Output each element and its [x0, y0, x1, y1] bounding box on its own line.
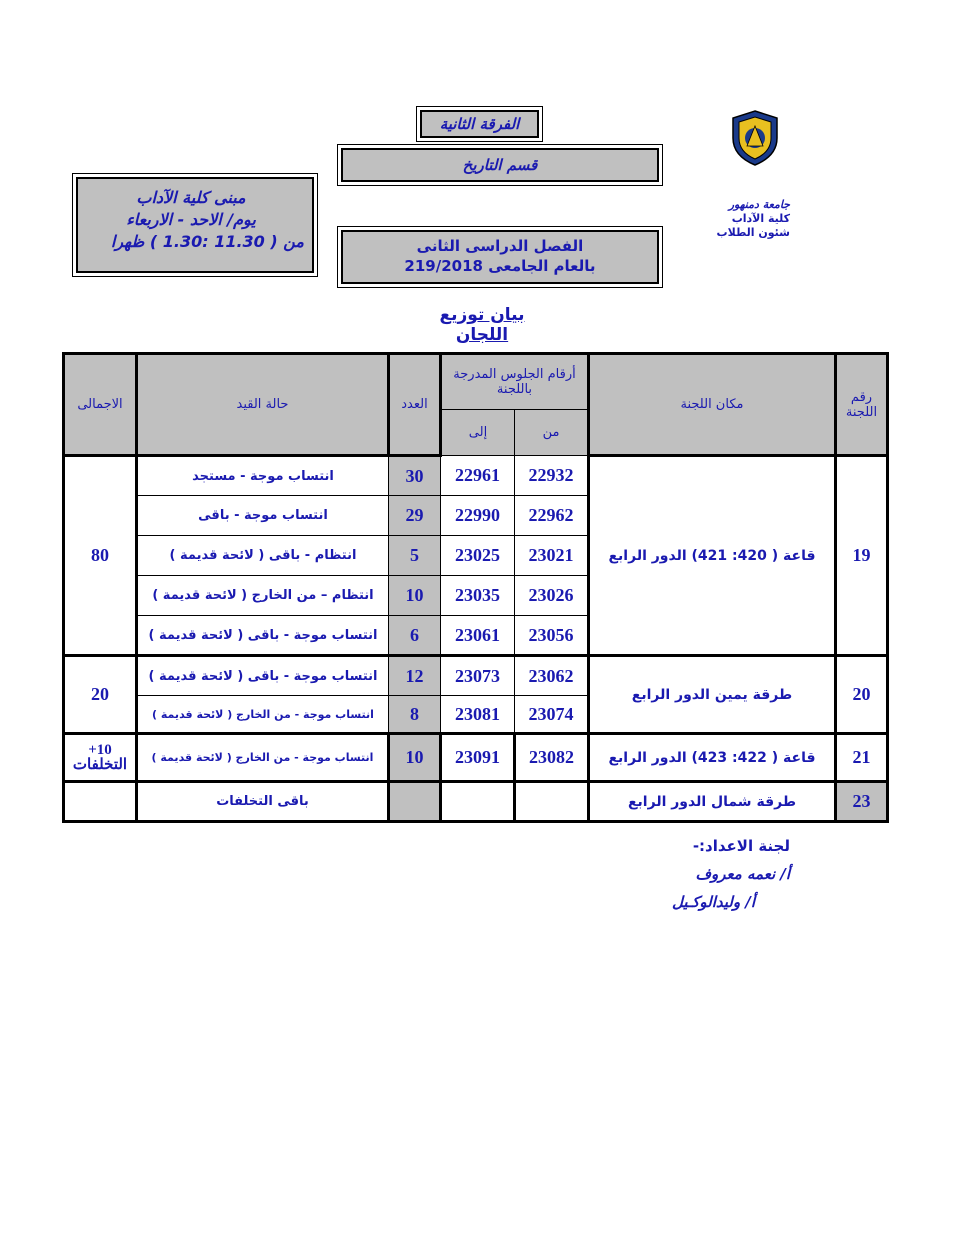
member-1: أ/ نعمه معروف [695, 865, 790, 883]
enrollment-status: انتظام – من الخارج ( لائحة قديمة ) [137, 576, 389, 616]
enrollment-status: انتساب موجة - باقى [137, 496, 389, 536]
faculty-name: كلية الآداب [731, 212, 790, 225]
group-total: 80 [64, 456, 137, 656]
committee-number: 23 [836, 782, 888, 822]
enrollment-status: انتساب موجة - مستجد [137, 456, 389, 496]
header-count: العدد [389, 354, 441, 456]
level-box [420, 110, 539, 138]
seat-to: 23073 [441, 656, 515, 696]
committee-number: 20 [836, 656, 888, 734]
department-box [341, 148, 659, 182]
seat-from: 23074 [515, 696, 589, 734]
enrollment-status: انتساب موجة - باقى ( لائحة قديمة ) [137, 616, 389, 656]
enrollment-status: انتساب موجة - من الخارج ( لائحة قديمة ) [137, 696, 389, 734]
office-name: شئون الطلاب [716, 226, 790, 239]
student-count [389, 782, 441, 822]
seat-from: 23026 [515, 576, 589, 616]
department-text: قسم التاريخ [462, 156, 538, 174]
page-title: بيان توزيع اللجان [439, 305, 525, 345]
header-total: الاجمالى [64, 354, 137, 456]
group-total [64, 782, 137, 822]
seat-to: 23035 [441, 576, 515, 616]
table-row [64, 734, 888, 782]
university-logo-icon [725, 108, 785, 168]
header-seats: أرقام الجلوس المدرجة باللجنة [441, 354, 589, 410]
student-count: 10 [389, 734, 441, 782]
committee-place: طرقة يمين الدور الرابع [589, 656, 836, 734]
seat-from: 23062 [515, 656, 589, 696]
days-text: يوم/ الاحد - الاربعاء [126, 210, 256, 229]
seat-from [515, 782, 589, 822]
seat-to [441, 782, 515, 822]
student-count: 29 [389, 496, 441, 536]
level-text: الفرقة الثانية [439, 115, 520, 133]
header-to: إلى [441, 410, 515, 456]
table-row [64, 456, 888, 496]
group-total: 10+ التخلفات [64, 734, 137, 782]
seat-to: 23091 [441, 734, 515, 782]
preparation-label: لجنة الاعداد:- [692, 837, 790, 855]
seat-to: 22990 [441, 496, 515, 536]
student-count: 6 [389, 616, 441, 656]
header-from: من [515, 410, 589, 456]
schedule-box [76, 177, 314, 273]
enrollment-status: انتساب موجة - من الخارج ( لائحة قديمة ) [137, 734, 389, 782]
enrollment-status: انتساب موجة - باقى ( لائحة قديمة ) [137, 656, 389, 696]
committee-place: طرقة شمال الدور الرابع [589, 782, 836, 822]
student-count: 30 [389, 456, 441, 496]
student-count: 8 [389, 696, 441, 734]
member-2: أ/ وليدالوكـيل [672, 893, 755, 911]
building-text: مبنى كلية الآداب [136, 188, 246, 207]
committee-place: قاعة ( 422: 423) الدور الرابع [589, 734, 836, 782]
term-box [341, 230, 659, 284]
seat-to: 22961 [441, 456, 515, 496]
seat-from: 22932 [515, 456, 589, 496]
header-status: حالة القيد [137, 354, 389, 456]
enrollment-status: باقى التخلفات [137, 782, 389, 822]
university-info [700, 198, 790, 240]
preparation-committee [640, 832, 790, 916]
seat-from: 23056 [515, 616, 589, 656]
seat-to: 23025 [441, 536, 515, 576]
term-line2: بالعام الجامعى 219/2018 [404, 257, 596, 275]
header-committee-no: رقم اللجنة [836, 354, 888, 456]
seat-to: 23061 [441, 616, 515, 656]
committee-number: 21 [836, 734, 888, 782]
committee-number: 19 [836, 456, 888, 656]
time-text: من ( 11.30 :1.30 ) ظهرا [110, 232, 304, 251]
university-name: جامعة دمنهور [728, 198, 790, 211]
seat-from: 22962 [515, 496, 589, 536]
student-count: 12 [389, 656, 441, 696]
table-row [64, 656, 888, 696]
group-total: 20 [64, 656, 137, 734]
table-row [64, 782, 888, 822]
header-place: مكان اللجنة [589, 354, 836, 456]
seat-to: 23081 [441, 696, 515, 734]
student-count: 5 [389, 536, 441, 576]
enrollment-status: انتظام - باقى ( لائحة قديمة ) [137, 536, 389, 576]
committee-place: قاعة ( 420: 421) الدور الرابع [589, 456, 836, 656]
seat-from: 23082 [515, 734, 589, 782]
term-line1: الفصل الدراسى الثانى [416, 237, 584, 255]
seat-from: 23021 [515, 536, 589, 576]
student-count: 10 [389, 576, 441, 616]
committees-table [62, 352, 889, 823]
